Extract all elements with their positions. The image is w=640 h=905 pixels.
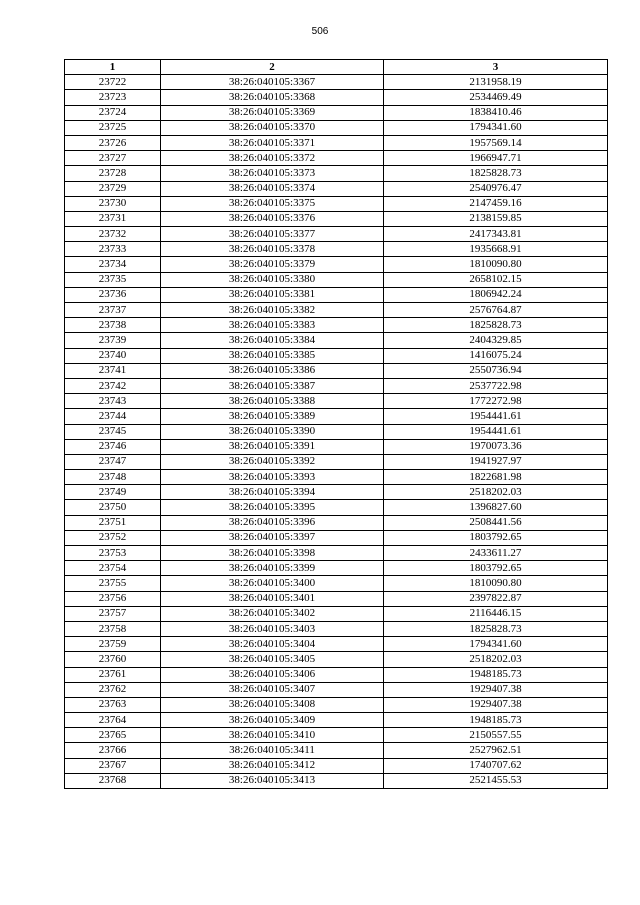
value-cell: 1948185.73 xyxy=(384,713,608,728)
cadastral-number-cell: 38:26:040105:3403 xyxy=(161,621,384,636)
table-row xyxy=(65,196,608,211)
registry-table xyxy=(64,59,608,789)
value-cell: 2658102.15 xyxy=(384,272,608,287)
cadastral-number-cell: 38:26:040105:3386 xyxy=(161,363,384,378)
table-row xyxy=(65,637,608,652)
row-number-cell: 23737 xyxy=(65,303,161,318)
value-cell: 2576764.87 xyxy=(384,303,608,318)
row-number-cell: 23768 xyxy=(65,773,161,788)
row-number-cell: 23725 xyxy=(65,120,161,135)
row-number-cell: 23764 xyxy=(65,713,161,728)
row-number-cell: 23756 xyxy=(65,591,161,606)
value-cell: 2417343.81 xyxy=(384,227,608,242)
row-number-cell: 23747 xyxy=(65,454,161,469)
value-cell: 1806942.24 xyxy=(384,287,608,302)
table-body xyxy=(65,75,608,789)
table-row xyxy=(65,257,608,272)
cadastral-number-cell: 38:26:040105:3396 xyxy=(161,515,384,530)
cadastral-number-cell: 38:26:040105:3369 xyxy=(161,105,384,120)
row-number-cell: 23762 xyxy=(65,682,161,697)
cadastral-number-cell: 38:26:040105:3408 xyxy=(161,697,384,712)
table-row xyxy=(65,697,608,712)
table-row xyxy=(65,363,608,378)
value-cell: 1740707.62 xyxy=(384,758,608,773)
value-cell: 1825828.73 xyxy=(384,621,608,636)
cadastral-number-cell: 38:26:040105:3376 xyxy=(161,211,384,226)
value-cell: 2131958.19 xyxy=(384,75,608,90)
value-cell: 2150557.55 xyxy=(384,728,608,743)
cadastral-number-cell: 38:26:040105:3411 xyxy=(161,743,384,758)
row-number-cell: 23749 xyxy=(65,485,161,500)
cadastral-number-cell: 38:26:040105:3406 xyxy=(161,667,384,682)
value-cell: 2147459.16 xyxy=(384,196,608,211)
value-cell: 2433611.27 xyxy=(384,546,608,561)
cadastral-number-cell: 38:26:040105:3371 xyxy=(161,135,384,150)
cadastral-number-cell: 38:26:040105:3397 xyxy=(161,530,384,545)
value-cell: 2404329.85 xyxy=(384,333,608,348)
column-header-2: 2 xyxy=(161,60,384,75)
table-row xyxy=(65,728,608,743)
row-number-cell: 23734 xyxy=(65,257,161,272)
value-cell: 1772272.98 xyxy=(384,394,608,409)
cadastral-number-cell: 38:26:040105:3379 xyxy=(161,257,384,272)
table-row xyxy=(65,439,608,454)
header-row xyxy=(65,60,608,75)
table-row xyxy=(65,470,608,485)
cadastral-number-cell: 38:26:040105:3393 xyxy=(161,470,384,485)
cadastral-number-cell: 38:26:040105:3372 xyxy=(161,151,384,166)
row-number-cell: 23750 xyxy=(65,500,161,515)
table-row xyxy=(65,409,608,424)
cadastral-number-cell: 38:26:040105:3413 xyxy=(161,773,384,788)
row-number-cell: 23760 xyxy=(65,652,161,667)
value-cell: 2550736.94 xyxy=(384,363,608,378)
row-number-cell: 23736 xyxy=(65,287,161,302)
table-row xyxy=(65,743,608,758)
table-row xyxy=(65,424,608,439)
cadastral-number-cell: 38:26:040105:3391 xyxy=(161,439,384,454)
cadastral-number-cell: 38:26:040105:3368 xyxy=(161,90,384,105)
cadastral-number-cell: 38:26:040105:3370 xyxy=(161,120,384,135)
cadastral-number-cell: 38:26:040105:3384 xyxy=(161,333,384,348)
table-row xyxy=(65,333,608,348)
value-cell: 2116446.15 xyxy=(384,606,608,621)
value-cell: 2518202.03 xyxy=(384,485,608,500)
row-number-cell: 23738 xyxy=(65,318,161,333)
row-number-cell: 23766 xyxy=(65,743,161,758)
table-row xyxy=(65,652,608,667)
row-number-cell: 23726 xyxy=(65,135,161,150)
row-number-cell: 23763 xyxy=(65,697,161,712)
row-number-cell: 23741 xyxy=(65,363,161,378)
table-row xyxy=(65,713,608,728)
cadastral-number-cell: 38:26:040105:3401 xyxy=(161,591,384,606)
value-cell: 2521455.53 xyxy=(384,773,608,788)
table-row xyxy=(65,105,608,120)
value-cell: 1825828.73 xyxy=(384,166,608,181)
row-number-cell: 23743 xyxy=(65,394,161,409)
table-row xyxy=(65,546,608,561)
row-number-cell: 23735 xyxy=(65,272,161,287)
table-row xyxy=(65,576,608,591)
cadastral-number-cell: 38:26:040105:3375 xyxy=(161,196,384,211)
row-number-cell: 23730 xyxy=(65,196,161,211)
row-number-cell: 23746 xyxy=(65,439,161,454)
cadastral-number-cell: 38:26:040105:3392 xyxy=(161,454,384,469)
value-cell: 2138159.85 xyxy=(384,211,608,226)
row-number-cell: 23752 xyxy=(65,530,161,545)
value-cell: 1822681.98 xyxy=(384,470,608,485)
table-row xyxy=(65,667,608,682)
value-cell: 1957569.14 xyxy=(384,135,608,150)
row-number-cell: 23732 xyxy=(65,227,161,242)
table-row xyxy=(65,591,608,606)
table-row xyxy=(65,227,608,242)
table-row xyxy=(65,606,608,621)
cadastral-number-cell: 38:26:040105:3400 xyxy=(161,576,384,591)
cadastral-number-cell: 38:26:040105:3389 xyxy=(161,409,384,424)
table-row xyxy=(65,758,608,773)
cadastral-number-cell: 38:26:040105:3381 xyxy=(161,287,384,302)
value-cell: 2537722.98 xyxy=(384,378,608,393)
cadastral-number-cell: 38:26:040105:3398 xyxy=(161,546,384,561)
cadastral-number-cell: 38:26:040105:3399 xyxy=(161,561,384,576)
cadastral-number-cell: 38:26:040105:3367 xyxy=(161,75,384,90)
value-cell: 1396827.60 xyxy=(384,500,608,515)
row-number-cell: 23742 xyxy=(65,378,161,393)
cadastral-number-cell: 38:26:040105:3390 xyxy=(161,424,384,439)
value-cell: 1810090.80 xyxy=(384,576,608,591)
row-number-cell: 23744 xyxy=(65,409,161,424)
table-row xyxy=(65,287,608,302)
table-row xyxy=(65,211,608,226)
row-number-cell: 23748 xyxy=(65,470,161,485)
table-row xyxy=(65,378,608,393)
row-number-cell: 23722 xyxy=(65,75,161,90)
cadastral-number-cell: 38:26:040105:3380 xyxy=(161,272,384,287)
cadastral-number-cell: 38:26:040105:3412 xyxy=(161,758,384,773)
cadastral-number-cell: 38:26:040105:3409 xyxy=(161,713,384,728)
value-cell: 2540976.47 xyxy=(384,181,608,196)
cadastral-number-cell: 38:26:040105:3407 xyxy=(161,682,384,697)
cadastral-number-cell: 38:26:040105:3374 xyxy=(161,181,384,196)
value-cell: 2534469.49 xyxy=(384,90,608,105)
row-number-cell: 23751 xyxy=(65,515,161,530)
row-number-cell: 23761 xyxy=(65,667,161,682)
value-cell: 1794341.60 xyxy=(384,120,608,135)
cadastral-number-cell: 38:26:040105:3378 xyxy=(161,242,384,257)
table-row xyxy=(65,682,608,697)
row-number-cell: 23754 xyxy=(65,561,161,576)
value-cell: 1929407.38 xyxy=(384,682,608,697)
row-number-cell: 23723 xyxy=(65,90,161,105)
cadastral-number-cell: 38:26:040105:3404 xyxy=(161,637,384,652)
cadastral-number-cell: 38:26:040105:3395 xyxy=(161,500,384,515)
table-row xyxy=(65,773,608,788)
table-row xyxy=(65,394,608,409)
table-row xyxy=(65,500,608,515)
row-number-cell: 23731 xyxy=(65,211,161,226)
value-cell: 1825828.73 xyxy=(384,318,608,333)
table-row xyxy=(65,166,608,181)
table-row xyxy=(65,621,608,636)
row-number-cell: 23729 xyxy=(65,181,161,196)
cadastral-number-cell: 38:26:040105:3410 xyxy=(161,728,384,743)
table-row xyxy=(65,135,608,150)
table-row xyxy=(65,348,608,363)
column-header-3: 3 xyxy=(384,60,608,75)
table-row xyxy=(65,151,608,166)
cadastral-number-cell: 38:26:040105:3387 xyxy=(161,378,384,393)
row-number-cell: 23765 xyxy=(65,728,161,743)
cadastral-number-cell: 38:26:040105:3382 xyxy=(161,303,384,318)
value-cell: 1966947.71 xyxy=(384,151,608,166)
value-cell: 1954441.61 xyxy=(384,409,608,424)
value-cell: 1941927.97 xyxy=(384,454,608,469)
table-row xyxy=(65,75,608,90)
row-number-cell: 23757 xyxy=(65,606,161,621)
row-number-cell: 23758 xyxy=(65,621,161,636)
row-number-cell: 23759 xyxy=(65,637,161,652)
table-row xyxy=(65,485,608,500)
value-cell: 1810090.80 xyxy=(384,257,608,272)
table-row xyxy=(65,90,608,105)
cadastral-number-cell: 38:26:040105:3388 xyxy=(161,394,384,409)
column-header-1: 1 xyxy=(65,60,161,75)
table-row xyxy=(65,318,608,333)
row-number-cell: 23724 xyxy=(65,105,161,120)
value-cell: 1794341.60 xyxy=(384,637,608,652)
cadastral-number-cell: 38:26:040105:3385 xyxy=(161,348,384,363)
row-number-cell: 23728 xyxy=(65,166,161,181)
table-row xyxy=(65,561,608,576)
table-row xyxy=(65,303,608,318)
cadastral-number-cell: 38:26:040105:3394 xyxy=(161,485,384,500)
value-cell: 1838410.46 xyxy=(384,105,608,120)
row-number-cell: 23767 xyxy=(65,758,161,773)
value-cell: 1935668.91 xyxy=(384,242,608,257)
value-cell: 1929407.38 xyxy=(384,697,608,712)
value-cell: 1416075.24 xyxy=(384,348,608,363)
page-number: 506 xyxy=(311,26,329,37)
row-number-cell: 23727 xyxy=(65,151,161,166)
row-number-cell: 23739 xyxy=(65,333,161,348)
row-number-cell: 23733 xyxy=(65,242,161,257)
row-number-cell: 23740 xyxy=(65,348,161,363)
value-cell: 1803792.65 xyxy=(384,530,608,545)
cadastral-number-cell: 38:26:040105:3373 xyxy=(161,166,384,181)
value-cell: 1803792.65 xyxy=(384,561,608,576)
value-cell: 2527962.51 xyxy=(384,743,608,758)
value-cell: 1948185.73 xyxy=(384,667,608,682)
row-number-cell: 23755 xyxy=(65,576,161,591)
cadastral-number-cell: 38:26:040105:3377 xyxy=(161,227,384,242)
table-row xyxy=(65,120,608,135)
table-header xyxy=(65,60,608,75)
row-number-cell: 23753 xyxy=(65,546,161,561)
value-cell: 1954441.61 xyxy=(384,424,608,439)
value-cell: 1970073.36 xyxy=(384,439,608,454)
row-number-cell: 23745 xyxy=(65,424,161,439)
value-cell: 2397822.87 xyxy=(384,591,608,606)
table-row xyxy=(65,181,608,196)
table-row xyxy=(65,272,608,287)
cadastral-number-cell: 38:26:040105:3402 xyxy=(161,606,384,621)
value-cell: 2508441.56 xyxy=(384,515,608,530)
value-cell: 2518202.03 xyxy=(384,652,608,667)
table-row xyxy=(65,454,608,469)
cadastral-number-cell: 38:26:040105:3405 xyxy=(161,652,384,667)
table-row xyxy=(65,530,608,545)
table-row xyxy=(65,515,608,530)
table-row xyxy=(65,242,608,257)
cadastral-number-cell: 38:26:040105:3383 xyxy=(161,318,384,333)
